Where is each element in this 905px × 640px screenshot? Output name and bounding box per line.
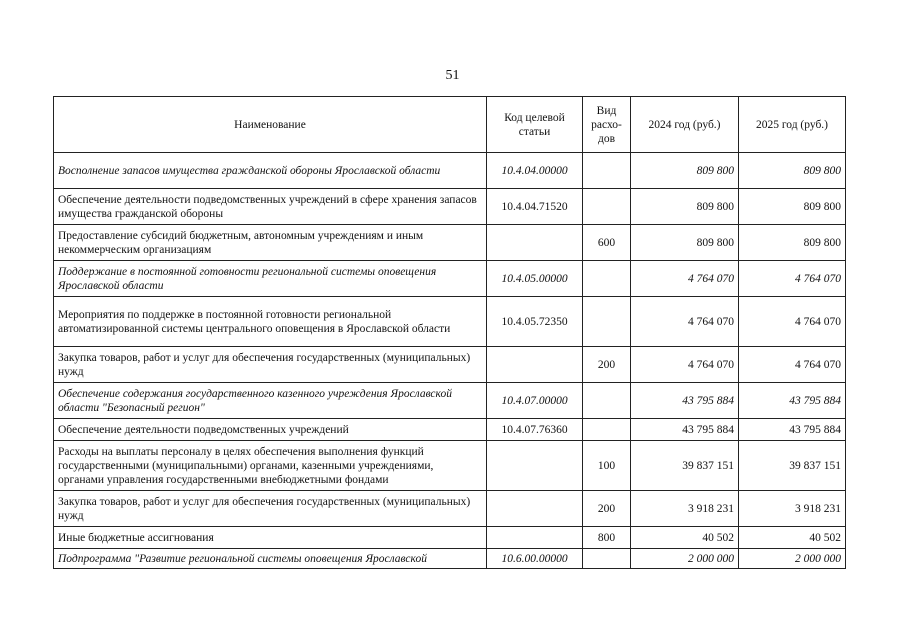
cell-code: 10.4.04.00000 bbox=[487, 153, 583, 189]
cell-name: Подпрограмма "Развитие региональной системы оповещения Ярославской bbox=[54, 549, 487, 569]
budget-table bbox=[53, 96, 846, 569]
header-2024: 2024 год (руб.) bbox=[631, 97, 739, 153]
cell-kind bbox=[583, 189, 631, 225]
cell-kind: 100 bbox=[583, 441, 631, 491]
header-2025: 2025 год (руб.) bbox=[739, 97, 846, 153]
cell-2024: 39 837 151 bbox=[631, 441, 739, 491]
cell-name: Расходы на выплаты персоналу в целях обеспечения выполнения функций государственными (муниципальными) органами, казенными учреждениями, органами управления государственными внебюджетными фондами bbox=[54, 441, 487, 491]
table-body bbox=[54, 153, 846, 569]
cell-2024: 4 764 070 bbox=[631, 261, 739, 297]
table-row bbox=[54, 189, 846, 225]
table-row bbox=[54, 527, 846, 549]
cell-2025: 43 795 884 bbox=[739, 419, 846, 441]
cell-code bbox=[487, 347, 583, 383]
cell-code: 10.4.05.00000 bbox=[487, 261, 583, 297]
cell-kind bbox=[583, 383, 631, 419]
cell-kind bbox=[583, 549, 631, 569]
cell-2025: 4 764 070 bbox=[739, 261, 846, 297]
cell-2025: 2 000 000 bbox=[739, 549, 846, 569]
cell-name: Восполнение запасов имущества гражданской обороны Ярославской области bbox=[54, 153, 487, 189]
cell-2025: 3 918 231 bbox=[739, 491, 846, 527]
cell-code: 10.4.05.72350 bbox=[487, 297, 583, 347]
cell-code bbox=[487, 491, 583, 527]
cell-code bbox=[487, 225, 583, 261]
cell-code bbox=[487, 441, 583, 491]
cell-2024: 2 000 000 bbox=[631, 549, 739, 569]
cell-name: Предоставление субсидий бюджетным, автономным учреждениям и иным некоммерческим организациям bbox=[54, 225, 487, 261]
cell-kind: 800 bbox=[583, 527, 631, 549]
header-name: Наименование bbox=[54, 97, 487, 153]
cell-2024: 3 918 231 bbox=[631, 491, 739, 527]
cell-code: 10.4.04.71520 bbox=[487, 189, 583, 225]
table-row bbox=[54, 347, 846, 383]
cell-code: 10.4.07.00000 bbox=[487, 383, 583, 419]
cell-name: Мероприятия по поддержке в постоянной готовности региональной автоматизированной системы центрального оповещения в Ярославской области bbox=[54, 297, 487, 347]
cell-2024: 4 764 070 bbox=[631, 347, 739, 383]
table-header-row bbox=[54, 97, 846, 153]
cell-name: Закупка товаров, работ и услуг для обеспечения государственных (муниципальных) нужд bbox=[54, 491, 487, 527]
table-row bbox=[54, 441, 846, 491]
cell-2025: 809 800 bbox=[739, 189, 846, 225]
cell-kind: 200 bbox=[583, 347, 631, 383]
cell-2024: 40 502 bbox=[631, 527, 739, 549]
cell-2025: 40 502 bbox=[739, 527, 846, 549]
page-number: 51 bbox=[445, 68, 460, 83]
cell-2024: 809 800 bbox=[631, 153, 739, 189]
cell-code: 10.6.00.00000 bbox=[487, 549, 583, 569]
cell-2025: 4 764 070 bbox=[739, 297, 846, 347]
cell-name: Поддержание в постоянной готовности региональной системы оповещения Ярославской области bbox=[54, 261, 487, 297]
cell-2024: 4 764 070 bbox=[631, 297, 739, 347]
cell-2025: 43 795 884 bbox=[739, 383, 846, 419]
cell-name: Обеспечение деятельности подведомственных учреждений в сфере хранения запасов имущества гражданской обороны bbox=[54, 189, 487, 225]
cell-kind: 600 bbox=[583, 225, 631, 261]
cell-2025: 809 800 bbox=[739, 225, 846, 261]
cell-code: 10.4.07.76360 bbox=[487, 419, 583, 441]
table-row bbox=[54, 549, 846, 569]
cell-name: Закупка товаров, работ и услуг для обеспечения государственных (муниципальных) нужд bbox=[54, 347, 487, 383]
cell-kind bbox=[583, 153, 631, 189]
cell-2024: 809 800 bbox=[631, 225, 739, 261]
cell-name: Обеспечение содержания государственного казенного учреждения Ярославской области "Безопасный регион" bbox=[54, 383, 487, 419]
cell-2025: 4 764 070 bbox=[739, 347, 846, 383]
table-row bbox=[54, 225, 846, 261]
cell-2025: 39 837 151 bbox=[739, 441, 846, 491]
cell-kind bbox=[583, 261, 631, 297]
cell-kind: 200 bbox=[583, 491, 631, 527]
cell-2025: 809 800 bbox=[739, 153, 846, 189]
cell-code bbox=[487, 527, 583, 549]
header-code: Код целевой статьи bbox=[487, 97, 583, 153]
table-row bbox=[54, 383, 846, 419]
cell-name: Иные бюджетные ассигнования bbox=[54, 527, 487, 549]
cell-kind bbox=[583, 419, 631, 441]
cell-2024: 43 795 884 bbox=[631, 383, 739, 419]
table-row bbox=[54, 297, 846, 347]
cell-name: Обеспечение деятельности подведомственных учреждений bbox=[54, 419, 487, 441]
cell-2024: 809 800 bbox=[631, 189, 739, 225]
table-row bbox=[54, 261, 846, 297]
table-row bbox=[54, 153, 846, 189]
cell-2024: 43 795 884 bbox=[631, 419, 739, 441]
table-row bbox=[54, 491, 846, 527]
cell-kind bbox=[583, 297, 631, 347]
table-row bbox=[54, 419, 846, 441]
header-kind: Вид расхо-дов bbox=[583, 97, 631, 153]
